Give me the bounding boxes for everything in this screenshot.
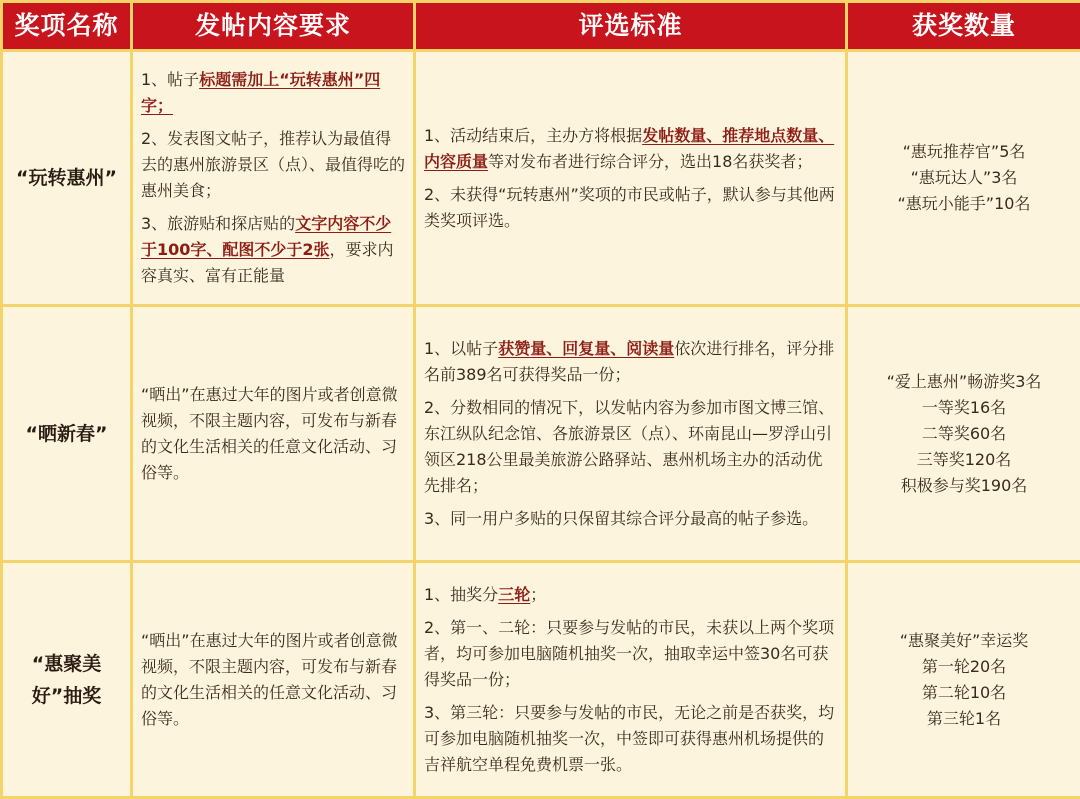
- highlighted-text: 发帖数量、推荐地点数量、内容质量: [424, 126, 834, 171]
- text-segment: 1、以帖子: [424, 339, 498, 358]
- paragraph: [424, 582, 837, 608]
- header-criteria: 评选标准: [415, 2, 847, 51]
- text-segment: 1、帖子: [141, 70, 199, 89]
- paragraph: [424, 506, 837, 532]
- header-content-requirement: 发帖内容要求: [132, 2, 415, 51]
- prize-line: 积极参与奖190名: [854, 473, 1074, 499]
- highlighted-text: 标题需加上“玩转惠州”四字；: [141, 70, 380, 115]
- paragraph: [141, 126, 405, 204]
- content-requirement-cell: [132, 306, 415, 562]
- paragraph: [141, 628, 405, 732]
- text-segment: 3、第三轮：只要参与发帖的市民，无论之前是否获奖，均可参加电脑随机抽奖一次，中签即可获得惠州机场提供的吉祥航空单程免费机票一张。: [424, 703, 834, 774]
- paragraph: [424, 123, 837, 175]
- paragraph: [424, 395, 837, 499]
- header-award-name: 奖项名称: [2, 2, 132, 51]
- criteria-cell: [415, 51, 847, 306]
- text-segment: 3、同一用户多贴的只保留其综合评分最高的帖子参选。: [424, 509, 818, 528]
- award-name-cell: “玩转惠州”: [2, 51, 132, 306]
- text-segment: 等对发布者进行综合评分，选出18名获奖者；: [488, 152, 812, 171]
- paragraph: [141, 211, 405, 289]
- header-prize-count: 获奖数量: [847, 2, 1080, 51]
- prize-line: “惠玩小能手”10名: [854, 191, 1074, 217]
- header-row: [2, 2, 1080, 51]
- award-name-cell: “惠聚美好”抽奖: [2, 562, 132, 798]
- paragraph: [141, 382, 405, 486]
- paragraph: [424, 700, 837, 778]
- prize-line: 第二轮10名: [854, 680, 1074, 706]
- paragraph: [424, 182, 837, 234]
- table-row: [2, 306, 1080, 562]
- text-segment: ；: [530, 585, 546, 604]
- text-segment: “晒出”在惠过大年的图片或者创意微视频，不限主题内容，可发布与新春的文化生活相关的任意文化活动、习俗等。: [141, 631, 398, 728]
- criteria-cell: [415, 562, 847, 798]
- prize-line: 第三轮1名: [854, 706, 1074, 732]
- prize-line: 三等奖120名: [854, 447, 1074, 473]
- paragraph: [424, 615, 837, 693]
- paragraph: [141, 67, 405, 119]
- prize-line: “惠玩达人”3名: [854, 165, 1074, 191]
- text-segment: 2、发表图文帖子，推荐认为最值得去的惠州旅游景区（点）、最值得吃的惠州美食；: [141, 129, 405, 200]
- text-segment: 1、抽奖分: [424, 585, 498, 604]
- prize-count-cell: [847, 51, 1080, 306]
- highlighted-text: 三轮: [498, 585, 530, 604]
- paragraph: [424, 336, 837, 388]
- text-segment: “晒出”在惠过大年的图片或者创意微视频，不限主题内容，可发布与新春的文化生活相关的任意文化活动、习俗等。: [141, 385, 398, 482]
- table-row: [2, 51, 1080, 306]
- prize-line: 一等奖16名: [854, 395, 1074, 421]
- award-name-cell: “晒新春”: [2, 306, 132, 562]
- text-segment: 2、分数相同的情况下，以发帖内容为参加市图文博三馆、东江纵队纪念馆、各旅游景区（点）、环南昆山—罗浮山引领区218公里最美旅游公路驿站、惠州机场主办的活动优先排名；: [424, 398, 834, 495]
- prize-count-cell: [847, 306, 1080, 562]
- text-segment: 2、未获得“玩转惠州”奖项的市民或帖子，默认参与其他两类奖项评选。: [424, 185, 835, 230]
- content-requirement-cell: [132, 51, 415, 306]
- text-segment: 2、第一、二轮：只要参与发帖的市民，未获以上两个奖项者，均可参加电脑随机抽奖一次，抽取幸运中签30名可获得奖品一份；: [424, 618, 834, 689]
- text-segment: ，要求内容真实、富有正能量: [141, 240, 394, 285]
- prize-line: “爱上惠州”畅游奖3名: [854, 369, 1074, 395]
- prize-line: “惠玩推荐官”5名: [854, 139, 1074, 165]
- table-row: [2, 562, 1080, 798]
- criteria-cell: [415, 306, 847, 562]
- prize-line: 第一轮20名: [854, 654, 1074, 680]
- text-segment: 依次进行排名，评分排名前389名可获得奖品一份；: [424, 339, 834, 384]
- prize-line: “惠聚美好”幸运奖: [854, 628, 1074, 654]
- content-requirement-cell: [132, 562, 415, 798]
- highlighted-text: 文字内容不少于100字、配图不少于2张: [141, 214, 391, 259]
- text-segment: 3、旅游贴和探店贴的: [141, 214, 295, 233]
- prize-line: 二等奖60名: [854, 421, 1074, 447]
- text-segment: 1、活动结束后，主办方将根据: [424, 126, 642, 145]
- prize-count-cell: [847, 562, 1080, 798]
- highlighted-text: 获赞量、回复量、阅读量: [498, 339, 674, 358]
